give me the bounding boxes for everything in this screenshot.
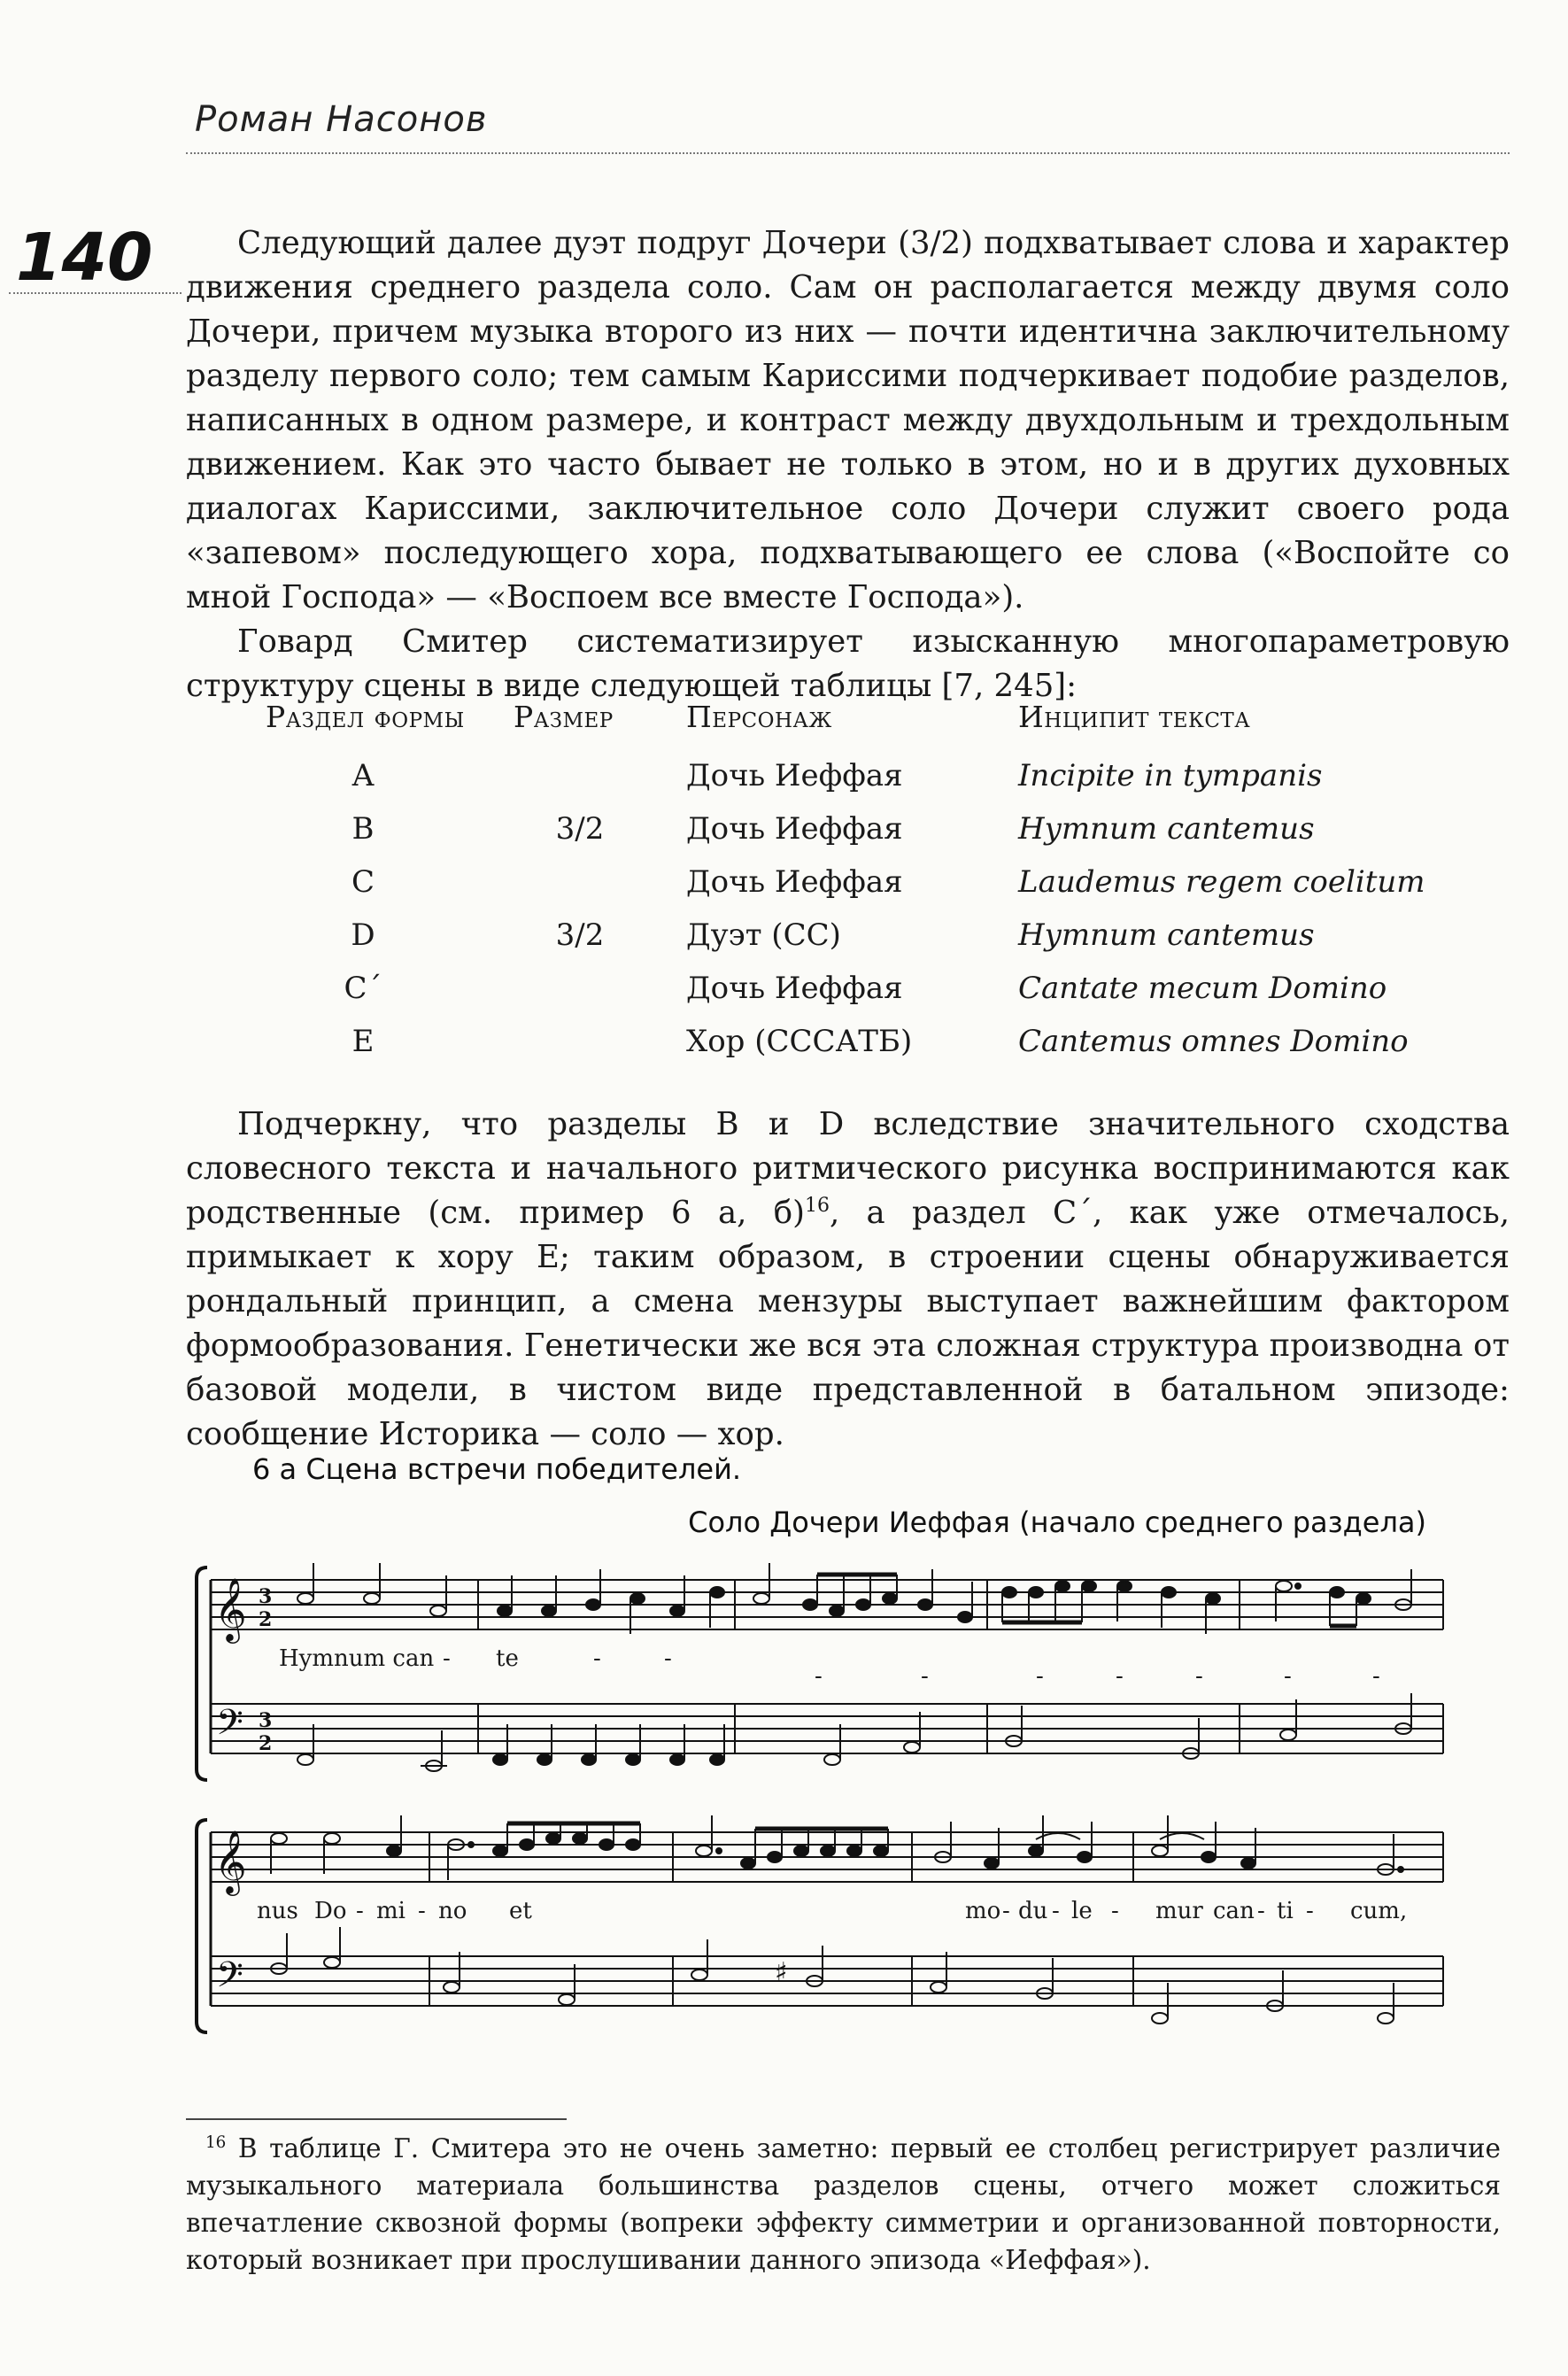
footnote-rule (186, 2118, 567, 2120)
page-number-rule (9, 292, 182, 294)
cell-section: E (351, 1024, 375, 1059)
cell-incipit: Cantate mecum Domino (1018, 971, 1387, 1006)
cell-character: Дочь Иеффая (686, 811, 903, 847)
lyric-syllable: - (593, 1645, 601, 1672)
paragraph-1: Следующий далее дуэт подруг Дочери (3/2) подхватывает слова и характер движения среднего раздела соло. Сам он располагается между двумя соло Дочери, причем музыка второго из них — почти идентична заключительному разделу первого соло; тем самым Кариссими подчеркивает подобие разделов, написанных в одном размере, и контраст между двухдольным и трехдольным движением. Как это часто бывает не только в этом, но и в других духовных диалогах Кариссими, заключительное соло Дочери служит своего рода «запевом» последующего хора, подхватывающего ее слова («Воспойте со мной Господа» — «Воспоем все вместе Господа»). (186, 225, 1510, 615)
svg-text:𝄞: 𝄞 (214, 1829, 247, 1893)
music-system-2 (195, 1811, 1452, 2050)
svg-text:2: 2 (259, 1608, 273, 1631)
lyric-syllable: mo (965, 1898, 1001, 1924)
svg-text:𝄢: 𝄢 (216, 1702, 243, 1752)
svg-text:♯: ♯ (775, 1957, 788, 1988)
cell-section: D (351, 917, 375, 953)
lyric-syllable: le (1071, 1898, 1093, 1924)
lyric-syllable: - (921, 1663, 929, 1690)
footnote (186, 2130, 1501, 2279)
svg-text:3: 3 (259, 1709, 273, 1732)
score-staves-1 (195, 1559, 1452, 1798)
header-character: Персонаж (686, 700, 832, 734)
cell-character: Дуэт (СС) (686, 917, 841, 953)
lyric-syllable: can (1213, 1898, 1255, 1924)
svg-text:3: 3 (259, 1585, 273, 1608)
cell-character: Дочь Иеффая (686, 864, 903, 900)
table-row (266, 917, 1505, 971)
structure-table (266, 700, 1505, 1077)
lyric-syllable: - (1111, 1898, 1119, 1924)
cell-incipit: Hymnum cantemus (1018, 917, 1315, 953)
example-title: 6 а Сцена встречи победителей. (252, 1452, 742, 1486)
paragraph-3-part-1: Подчеркну, что разделы B и D вследствие значительного сходства словесного текста и начального ритмического рисунка воспринимаются как родственные (см. пример 6 а, б) (186, 1106, 1510, 1231)
lyric-syllable: mur (1155, 1898, 1203, 1924)
cell-character: Дочь Иеффая (686, 758, 903, 793)
lyric-syllable: nus (257, 1898, 298, 1924)
table-row (266, 1024, 1505, 1077)
lyric-syllable: - (1052, 1898, 1060, 1924)
running-head: Роман Насонов (195, 99, 488, 140)
lyric-syllable: - (443, 1645, 451, 1672)
lyric-syllable: - (1372, 1663, 1380, 1690)
lyric-syllable: cum, (1350, 1898, 1408, 1924)
svg-text:𝄞: 𝄞 (214, 1576, 247, 1641)
body-text-bottom (186, 1103, 1510, 1457)
cell-meter: 3/2 (555, 811, 605, 847)
cell-section: C´ (344, 971, 382, 1006)
header-meter: Размер (514, 700, 614, 734)
cell-incipit: Cantemus omnes Domino (1018, 1024, 1409, 1059)
lyric-syllable: - (1036, 1663, 1044, 1690)
lyric-syllable: - (1195, 1663, 1203, 1690)
lyric-syllable: mi (376, 1898, 406, 1924)
cell-incipit: Incipite in tympanis (1018, 758, 1323, 793)
footnote-text: В таблице Г. Смитера это не очень заметно: первый ее столбец регистрирует различие музыкального материала большинства разделов сцены, отчего может сложиться впечатление сквозной формы (вопреки эффекту симметрии и организованной повторности, который возникает при прослушивании данного эпизода «Иеффая»). (186, 2133, 1501, 2275)
lyric-syllable: Hymnum can (279, 1645, 435, 1672)
cell-section: C (351, 864, 375, 900)
example-subtitle: Соло Дочери Иеффая (начало среднего раздела) (688, 1505, 1426, 1539)
table-header-row (266, 700, 1505, 758)
lyric-syllable: - (1306, 1898, 1314, 1924)
cell-section: B (351, 811, 375, 847)
paragraph-3 (186, 1103, 1510, 1457)
lyric-syllable: - (664, 1645, 672, 1672)
footnote-paragraph (186, 2130, 1501, 2279)
page-number: 140 (16, 220, 153, 296)
svg-text:𝄢: 𝄢 (216, 1954, 243, 2004)
table-row (266, 758, 1505, 811)
lyric-syllable: - (418, 1898, 426, 1924)
lyric-syllable: - (1116, 1663, 1124, 1690)
lyric-syllable: - (356, 1898, 364, 1924)
lyric-syllable: ti (1277, 1898, 1294, 1924)
paragraph-2: Говард Смитер систематизирует изысканную многопараметровую структуру сцены в виде следующей таблицы [7, 245]: (186, 623, 1510, 704)
cell-incipit: Hymnum cantemus (1018, 811, 1315, 847)
music-system-1 (195, 1559, 1452, 1798)
table-row (266, 811, 1505, 864)
cell-character: Дочь Иеффая (686, 971, 903, 1006)
footnote-reference: 16 (804, 1195, 830, 1218)
header-section: Раздел формы (266, 700, 465, 734)
lyric-syllable: du (1018, 1898, 1048, 1924)
lyric-syllable: - (1002, 1898, 1010, 1924)
lyric-syllable: te (496, 1645, 519, 1672)
footnote-number: 16 (205, 2133, 227, 2153)
table-row (266, 971, 1505, 1024)
lyric-syllable: et (509, 1898, 532, 1924)
paragraph-3-part-2: , а раздел C´, как уже отмечалось, примыкает к хору E; таким образом, в строении сцены обнаруживается рондальный принцип, а смена мензуры выступает важнейшим фактором формообразования. Генетически же вся эта сложная структура производна от базовой модели, в чистом виде представленной в батальном эпизоде: сообщение Историка — соло — хор. (186, 1195, 1510, 1452)
header-incipit: Инципит текста (1018, 700, 1251, 734)
bleed-through-text (1496, 974, 1549, 2302)
cell-meter: 3/2 (555, 917, 605, 953)
lyric-syllable: no (438, 1898, 467, 1924)
cell-section: A (351, 758, 375, 793)
body-text-top (186, 221, 1510, 708)
header-rule (186, 152, 1510, 154)
cell-incipit: Laudemus regem coelitum (1018, 864, 1425, 900)
score-staves-2 (195, 1811, 1452, 2050)
lyric-syllable: - (1257, 1898, 1265, 1924)
cell-character: Хор (СССАТБ) (686, 1024, 913, 1059)
svg-text:2: 2 (259, 1732, 273, 1755)
lyric-syllable: - (815, 1663, 823, 1690)
lyric-syllable: - (1284, 1663, 1292, 1690)
lyric-syllable: Do (314, 1898, 347, 1924)
table-row (266, 864, 1505, 917)
